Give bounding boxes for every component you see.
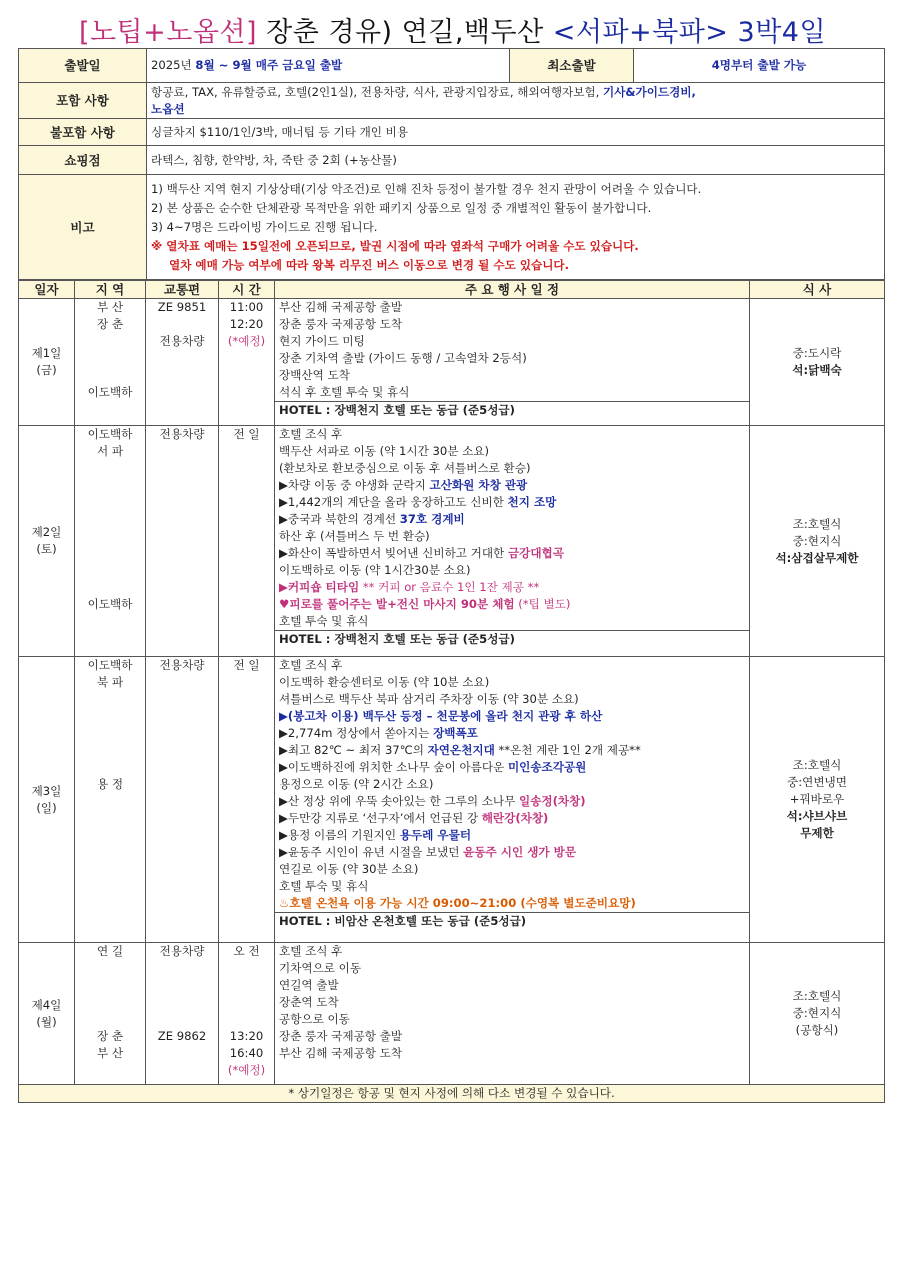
min-departure-value: 4명부터 출발 가능 (634, 49, 885, 83)
shopping-label: 쇼핑점 (19, 146, 147, 175)
region-cell: 이도백하 서 파 이도백하 (75, 426, 146, 657)
day-cell: 제3일 (일) (19, 657, 75, 943)
footer-note: * 상기일정은 항공 및 현지 사정에 의해 다소 변경될 수 있습니다. (19, 1085, 885, 1103)
header-itinerary: 주 요 행 사 일 정 (275, 281, 750, 299)
hotel-info: HOTEL : 장백천지 호텔 또는 동급 (준5성급) (275, 401, 749, 419)
time-cell: 전 일 (219, 657, 275, 943)
day-cell: 제2일 (토) (19, 426, 75, 657)
header-time: 시 간 (219, 281, 275, 299)
transport-cell: 전용차량 ZE 9862 (146, 943, 219, 1085)
departure-dates: 8월 ~ 9월 매주 금요일 출발 (195, 58, 343, 72)
header-region: 지 역 (75, 281, 146, 299)
title-tag: [노팁+노옵션] (78, 17, 258, 48)
min-departure-label: 최소출발 (510, 49, 634, 83)
exclude-label: 불포함 사항 (19, 119, 147, 146)
time-cell: 전 일 (219, 426, 275, 657)
include-value: 항공료, TAX, 유류할증료, 호텔(2인1실), 전용차량, 식사, 관광지입장료, 해외여행자보험, 기사&가이드경비, 노옵션 (147, 83, 885, 119)
remarks-label: 비고 (19, 175, 147, 280)
meal-cell: 조:호텔식 중:연변냉면 +꿔바로우 석:샤브샤브 무제한 (750, 657, 885, 943)
hotel-info: HOTEL : 비암산 온천호텔 또는 동급 (준5성급) (275, 912, 749, 930)
day-cell: 제4일 (월) (19, 943, 75, 1085)
day-row (19, 299, 885, 426)
header-day: 일자 (19, 281, 75, 299)
day-cell: 제1일 (금) (19, 299, 75, 426)
transport-cell: 전용차량 (146, 657, 219, 943)
departure-label: 출발일 (19, 49, 147, 83)
transport-cell: 전용차량 (146, 426, 219, 657)
departure-value: 2025년 8월 ~ 9월 매주 금요일 출발 (147, 49, 510, 83)
title-sites: <서파+북파> (552, 17, 729, 48)
title-duration: 3박4일 (728, 17, 827, 48)
itinerary-cell: 부산 김해 국제공항 출발 장춘 룽자 국제공항 도착 현지 가이드 미팅 장춘 기차역 출발 (가이드 동행 / 고속열차 2등석) 장백산역 도착 석식 후 호텔 투숙 및 휴식 HOTEL : 장백천지 호텔 또는 동급 (준5성급) (275, 299, 750, 426)
region-cell: 연 길 장 춘 부 산 (75, 943, 146, 1085)
day-row (19, 657, 885, 943)
remark-warning-1: ※ 열차표 예매는 15일전에 오픈되므로, 발권 시점에 따라 옆좌석 구매가 어려울 수도 있습니다. (151, 238, 639, 253)
remarks-value (147, 175, 885, 280)
time-cell: 11:00 12:20 (*예정) (219, 299, 275, 426)
remark-2: 2) 본 상품은 순수한 단체관광 목적만을 위한 패키지 상품으로 일정 중 개별적인 활동이 불가합니다. (151, 200, 652, 215)
remark-3: 3) 4~7명은 드라이빙 가이드로 진행 됩니다. (151, 219, 378, 234)
hotel-info: HOTEL : 장백천지 호텔 또는 동급 (준5성급) (275, 630, 749, 648)
itinerary-cell: 호텔 조식 후 이도백하 환승센터로 이동 (약 10분 소요) 셔틀버스로 백두산 북파 삼거리 주차장 이동 (약 30분 소요) ▶(봉고차 이용) 백두산 등정 – 천문봉에 올라 천지 관광 후 하산 ▶2,774m 정상에서 쏟아지는 장백폭포 ▶최고 82℃ ~ 최저 37℃의 자연온천지대 **온천 계란 1인 2개 제공** ▶이도백하진에 위치한 소나무 숲이 아름다운 미인송조각공원 용정으로 이동 (약 2시간 소요) ▶산 정상 위에 우뚝 솟아있는 한 그루의 소나무 일송정(차창) ▶두만강 지류로 ‘선구자’에서 언급된 강 해란강(차창) ▶용정 이름의 기원지인 용두레 우물터 ▶윤동주 시인이 유년 시절을 보냈던 윤동주 시인 생가 방문 연길로 이동 (약 30분 소요) 호텔 투숙 및 휴식 ♨호텔 온천욕 이용 가능 시간 09:00~21:00 (수영복 별도준비요망) HOTEL : 비암산 온천호텔 또는 동급 (준5성급) (275, 657, 750, 943)
region-cell: 이도백하 북 파 용 정 (75, 657, 146, 943)
include-label: 포함 사항 (19, 83, 147, 119)
title-route: 장춘 경유) 연길,백두산 (257, 17, 553, 48)
time-cell: 오 전 13:20 16:40 (*예정) (219, 943, 275, 1085)
itinerary-cell: 호텔 조식 후 기차역으로 이동 연길역 출발 장춘역 도착 공항으로 이동 장춘 룽자 국제공항 출발 부산 김해 국제공항 도착 (275, 943, 750, 1085)
itinerary-cell: 호텔 조식 후 백두산 서파로 이동 (약 1시간 30분 소요) (환보차로 환보중심으로 이동 후 셔틀버스로 환승) ▶차량 이동 중 야생화 군락지 고산화원 차창 관광 ▶1,442개의 계단을 올라 웅장하고도 신비한 천지 조망 ▶중국과 북한의 경계선 37호 경계비 하산 후 (셔틀버스 두 번 환승) ▶화산이 폭발하면서 빚어낸 신비하고 거대한 금강대협곡 이도백하로 이동 (약 1시간30분 소요) ▶커피숍 티타임 ** 커피 or 음료수 1인 1잔 제공 ** ♥피로를 풀어주는 발+전신 마사지 90분 체험 (*팁 별도) 호텔 투숙 및 휴식 HOTEL : 장백천지 호텔 또는 동급 (준5성급) (275, 426, 750, 657)
exclude-value: 싱글차지 $110/1인/3박, 매너팁 등 기타 개인 비용 (147, 119, 885, 146)
meal-cell: 조:호텔식 중:현지식 (공항식) (750, 943, 885, 1085)
header-meals: 식 사 (750, 281, 885, 299)
meal-cell: 조:호텔식 중:현지식 석:삼겹살무제한 (750, 426, 885, 657)
remark-1: 1) 백두산 지역 현지 기상상태(기상 악조건)로 인해 진차 등정이 불가할 경우 천지 관망이 어려울 수 있습니다. (151, 181, 702, 196)
remark-warning-2: 열차 예매 가능 여부에 따라 왕복 리무진 버스 이동으로 변경 될 수도 있습니다. (169, 257, 570, 272)
header-transport: 교통편 (146, 281, 219, 299)
page-title (0, 10, 905, 49)
day-row (19, 426, 885, 657)
transport-cell: ZE 9851 전용차량 (146, 299, 219, 426)
schedule-table (18, 280, 885, 1103)
day-row (19, 943, 885, 1085)
region-cell: 부 산 장 춘 이도백하 (75, 299, 146, 426)
meal-cell: 중:도시락 석:닭백숙 (750, 299, 885, 426)
info-table (18, 48, 885, 280)
shopping-value: 라텍스, 침향, 한약방, 차, 죽탄 중 2회 (+농산물) (147, 146, 885, 175)
